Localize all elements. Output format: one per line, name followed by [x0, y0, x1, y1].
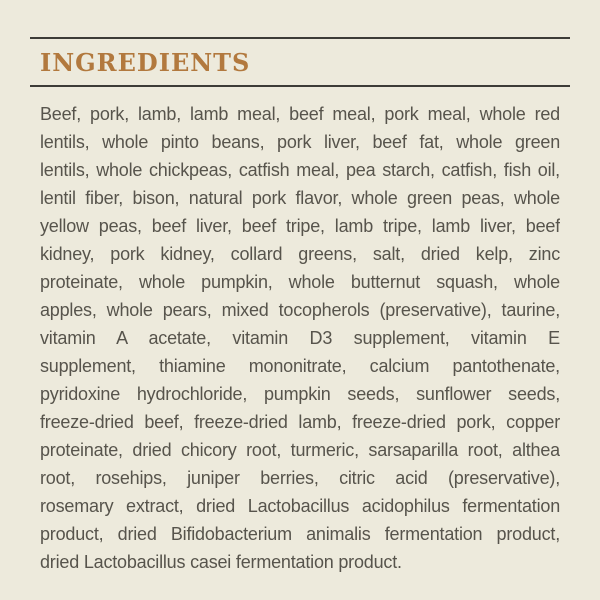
ingredients-label [30, 37, 570, 576]
section-title: INGREDIENTS [40, 48, 251, 77]
ingredients-line: product, dried Bifidobacterium animalis fermentation product, [40, 524, 560, 544]
ingredients-line: dried Lactobacillus casei fermentation product. [40, 552, 402, 572]
ingredients-line: lentils, whole pinto beans, pork liver, beef fat, whole green [40, 132, 560, 152]
ingredients-line: supplement, thiamine mononitrate, calcium pantothenate, [40, 356, 560, 376]
ingredients-line: freeze-dried beef, freeze-dried lamb, freeze-dried pork, copper [40, 412, 560, 432]
ingredients-line: pyridoxine hydrochloride, pumpkin seeds, sunflower seeds, [40, 384, 560, 404]
header-divider [30, 85, 570, 87]
ingredients-line: root, rosehips, juniper berries, citric acid (preservative), [40, 468, 560, 488]
ingredients-line: rosemary extract, dried Lactobacillus acidophilus fermentation [40, 496, 560, 516]
ingredients-line: proteinate, dried chicory root, turmeric, sarsaparilla root, althea [40, 440, 560, 460]
ingredients-line: lentils, whole chickpeas, catfish meal, pea starch, catfish, fish oil, [40, 160, 560, 180]
ingredients-line: proteinate, whole pumpkin, whole butternut squash, whole [40, 272, 560, 292]
ingredients-line: vitamin A acetate, vitamin D3 supplement, vitamin E [40, 328, 560, 348]
ingredients-line: Beef, pork, lamb, lamb meal, beef meal, pork meal, whole red [40, 104, 560, 124]
ingredients-text [40, 100, 560, 576]
top-divider [30, 37, 570, 39]
ingredients-line: apples, whole pears, mixed tocopherols (preservative), taurine, [40, 300, 560, 320]
ingredients-line: yellow peas, beef liver, beef tripe, lamb tripe, lamb liver, beef [40, 216, 560, 236]
ingredients-line: lentil fiber, bison, natural pork flavor, whole green peas, whole [40, 188, 560, 208]
ingredients-line: kidney, pork kidney, collard greens, salt, dried kelp, zinc [40, 244, 560, 264]
